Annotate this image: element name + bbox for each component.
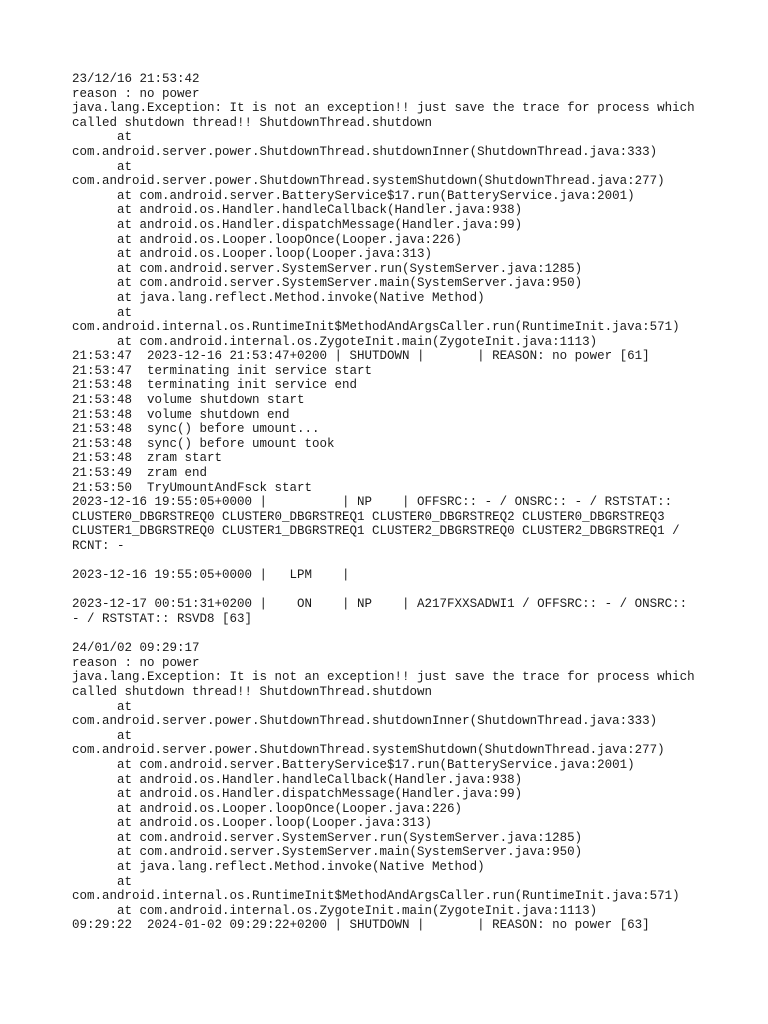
log-line: at com.android.server.SystemServer.main(SystemServer.java:950) [72, 276, 583, 291]
log-line: called shutdown thread!! ShutdownThread.shutdown [72, 115, 433, 130]
log-line: at com.android.server.SystemServer.run(SystemServer.java:1285) [72, 830, 583, 845]
log-line: 24/01/02 09:29:17 [72, 641, 200, 656]
log-line: com.android.internal.os.RuntimeInit$MethodAndArgsCaller.run(RuntimeInit.java:571) [72, 320, 680, 335]
log-line: 21:53:47 2023-12-16 21:53:47+0200 | SHUTDOWN | | REASON: no power [61] [72, 349, 650, 364]
log-line: 21:53:48 zram start [72, 451, 223, 466]
log-line: at [72, 699, 133, 714]
log-line: at [72, 874, 133, 889]
log-line: called shutdown thread!! ShutdownThread.shutdown [72, 684, 433, 699]
log-line: at android.os.Handler.handleCallback(Handler.java:938) [72, 772, 523, 787]
log-line: 21:53:47 terminating init service start [72, 363, 373, 378]
log-line [72, 627, 752, 642]
log-line: java.lang.Exception: It is not an exception!! just save the trace for process which [72, 670, 695, 685]
log-line: 21:53:48 sync() before umount... [72, 422, 320, 437]
log-line: 2023-12-16 19:55:05+0000 | | NP | OFFSRC:: - / ONSRC:: - / RSTSTAT:: [72, 495, 673, 510]
log-line: com.android.server.power.ShutdownThread.systemShutdown(ShutdownThread.java:277) [72, 743, 665, 758]
log-line: 21:53:50 TryUmountAndFsck start [72, 480, 313, 495]
log-line: at java.lang.reflect.Method.invoke(Native Method) [72, 290, 485, 305]
log-line: at android.os.Looper.loopOnce(Looper.java:226) [72, 801, 463, 816]
log-line: CLUSTER0_DBGRSTREQ0 CLUSTER0_DBGRSTREQ1 CLUSTER0_DBGRSTREQ2 CLUSTER0_DBGRSTREQ3 [72, 509, 665, 524]
log-line: at android.os.Handler.handleCallback(Handler.java:938) [72, 203, 523, 218]
log-line: 21:53:48 sync() before umount took [72, 436, 335, 451]
log-line: at com.android.server.BatteryService$17.run(BatteryService.java:2001) [72, 188, 635, 203]
log-line: reason : no power [72, 655, 200, 670]
log-line: - / RSTSTAT:: RSVD8 [63] [72, 611, 253, 626]
log-line: com.android.server.power.ShutdownThread.shutdownInner(ShutdownThread.java:333) [72, 714, 658, 729]
log-line: RCNT: - [72, 539, 125, 553]
log-line: at com.android.server.BatteryService$17.run(BatteryService.java:2001) [72, 757, 635, 772]
log-line: com.android.server.power.ShutdownThread.systemShutdown(ShutdownThread.java:277) [72, 174, 665, 189]
log-line: com.android.server.power.ShutdownThread.shutdownInner(ShutdownThread.java:333) [72, 144, 658, 159]
log-line: at com.android.internal.os.ZygoteInit.main(ZygoteInit.java:1113) [72, 903, 598, 918]
log-line: 09:29:22 2024-01-02 09:29:22+0200 | SHUTDOWN | | REASON: no power [63] [72, 918, 650, 933]
log-line [72, 583, 752, 598]
log-line: at com.android.server.SystemServer.main(SystemServer.java:950) [72, 845, 583, 860]
log-line: reason : no power [72, 86, 200, 101]
log-line: com.android.internal.os.RuntimeInit$MethodAndArgsCaller.run(RuntimeInit.java:571) [72, 889, 680, 904]
log-line: 21:53:48 volume shutdown end [72, 407, 290, 422]
log-line: 21:53:48 terminating init service end [72, 378, 358, 393]
shutdown-log-text [72, 72, 752, 933]
log-line: at android.os.Looper.loop(Looper.java:313) [72, 247, 433, 262]
log-line: at android.os.Handler.dispatchMessage(Handler.java:99) [72, 787, 523, 802]
log-line: 21:53:49 zram end [72, 466, 208, 481]
log-line: at android.os.Looper.loop(Looper.java:313) [72, 816, 433, 831]
log-line: at [72, 305, 133, 320]
log-line: CLUSTER1_DBGRSTREQ0 CLUSTER1_DBGRSTREQ1 CLUSTER2_DBGRSTREQ0 CLUSTER2_DBGRSTREQ1 / [72, 524, 680, 539]
log-line: at android.os.Handler.dispatchMessage(Handler.java:99) [72, 217, 523, 232]
log-line: java.lang.Exception: It is not an exception!! just save the trace for process which [72, 101, 695, 116]
log-line [72, 554, 752, 569]
log-line: 21:53:48 volume shutdown start [72, 393, 305, 408]
log-line: at [72, 728, 133, 743]
log-line: at android.os.Looper.loopOnce(Looper.java:226) [72, 232, 463, 247]
log-line: at [72, 130, 133, 145]
log-line: at java.lang.reflect.Method.invoke(Native Method) [72, 860, 485, 875]
log-line: 23/12/16 21:53:42 [72, 72, 200, 86]
log-line: at [72, 159, 133, 174]
log-line: at com.android.internal.os.ZygoteInit.main(ZygoteInit.java:1113) [72, 334, 598, 349]
log-line: 2023-12-17 00:51:31+0200 | ON | NP | A217FXXSADWI1 / OFFSRC:: - / ONSRC:: [72, 597, 688, 612]
log-line: at com.android.server.SystemServer.run(SystemServer.java:1285) [72, 261, 583, 276]
log-line: 2023-12-16 19:55:05+0000 | LPM | [72, 568, 350, 583]
